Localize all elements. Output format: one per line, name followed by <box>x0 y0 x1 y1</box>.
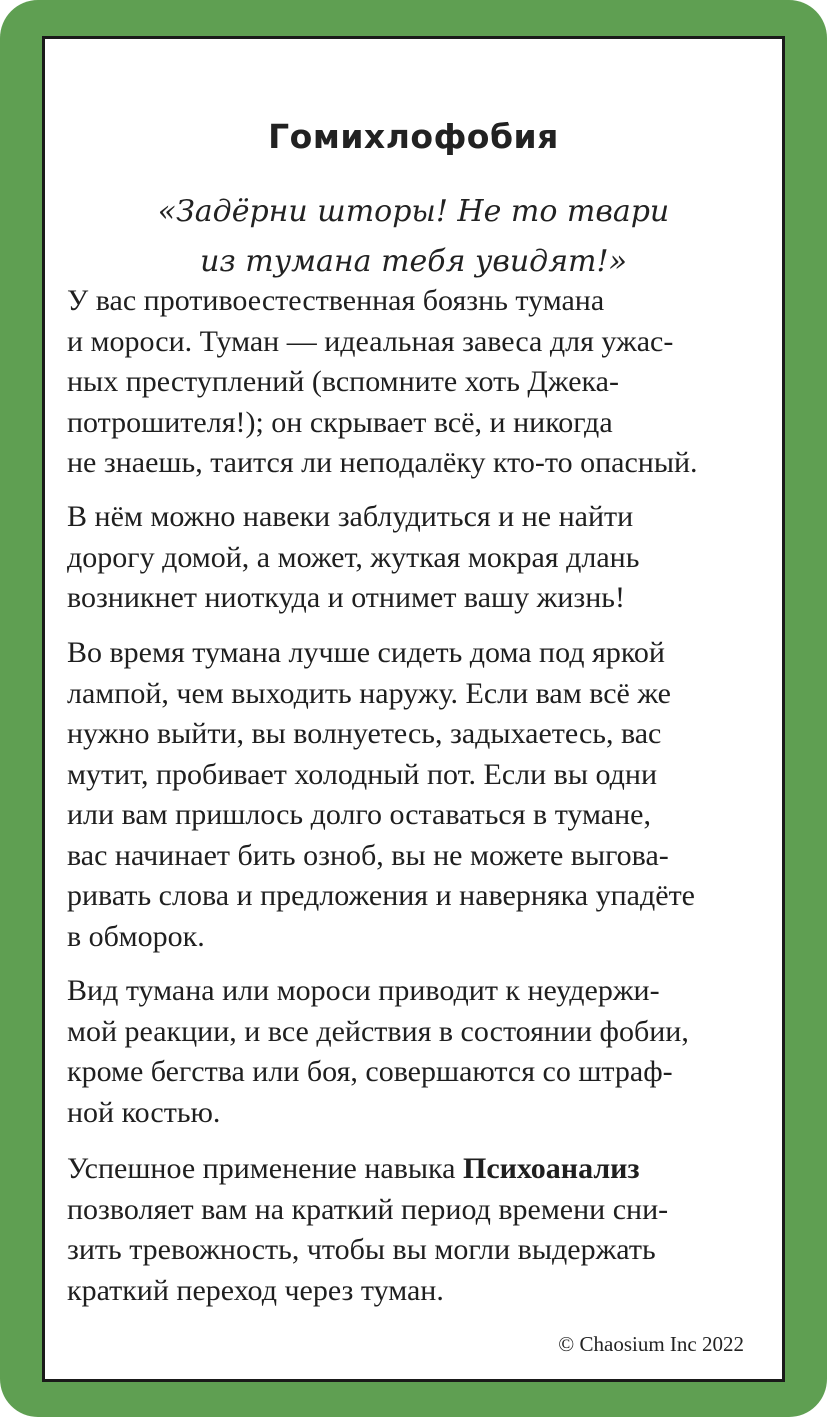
text-line: возникнет ниоткуда и отнимет вашу жизнь! <box>67 581 625 614</box>
text-line: краткий переход через туман. <box>67 1273 444 1307</box>
text-line: кроме бегства или боя, совершаются со штраф- <box>67 1055 673 1088</box>
text-segment: Успешное применение навыка <box>67 1152 463 1185</box>
text-line: У вас противоестественная боязнь тумана <box>67 284 605 317</box>
text-line: Во время тумана лучше сидеть дома под яркой <box>67 636 665 669</box>
text-line: зить тревожность, чтобы вы могли выдержать <box>67 1233 656 1266</box>
text-line <box>67 1149 787 1190</box>
description-paragraph-5 <box>67 1149 787 1311</box>
description-paragraph-2 <box>67 497 787 619</box>
card-frame <box>42 36 785 1382</box>
text-line: ной костью. <box>67 1095 221 1129</box>
text-line: потрошителя!); он скрывает всё, и никогда <box>67 405 613 439</box>
text-line: мой реакции, и все действия в состоянии фобии, <box>67 1014 689 1048</box>
text-line: в обморок. <box>67 919 205 953</box>
text-line: дорогу домой, а может, жуткая мокрая длань <box>67 540 640 574</box>
text-line: и мороси. Туман — идеальная завеса для ужас- <box>67 324 674 358</box>
text-line: ных преступлений (вспомните хоть Джека- <box>67 365 619 398</box>
text-line: Вид тумана или мороси приводит к неудержи- <box>67 974 660 1007</box>
description-paragraph-3 <box>67 633 787 957</box>
description-paragraph-1 <box>67 281 787 484</box>
skill-name: Психоанализ <box>463 1152 640 1185</box>
text-line: не знаешь, таится ли неподалёку кто-то опасный. <box>67 446 698 479</box>
text-line: вас начинает бить озноб, вы не можете выгова- <box>67 838 669 872</box>
text-line: или вам пришлось долго оставаться в тумане, <box>67 798 651 831</box>
text-line: мутит, пробивает холодный пот. Если вы одни <box>67 757 657 791</box>
text-line: ривать слова и предложения и наверняка упадёте <box>67 879 695 912</box>
description-paragraph-4 <box>67 971 787 1133</box>
text-line: нужно выйти, вы волнуетесь, задыхаетесь, вас <box>67 717 662 750</box>
text-line: В нём можно навеки заблудиться и не найти <box>67 500 634 533</box>
copyright-notice: © Chaosium Inc 2022 <box>558 1332 744 1356</box>
text-line: позволяет вам на краткий период времени сни- <box>67 1192 669 1226</box>
quote-line: «Задёрни шторы! Не то твари <box>157 194 670 229</box>
quote-line: из тумана тебя увидят!» <box>200 244 627 279</box>
card-quote <box>45 187 782 287</box>
text-line: лампой, чем выходить наружу. Если вам всё же <box>67 676 671 710</box>
card-title: Гомихлофобия <box>268 117 559 156</box>
